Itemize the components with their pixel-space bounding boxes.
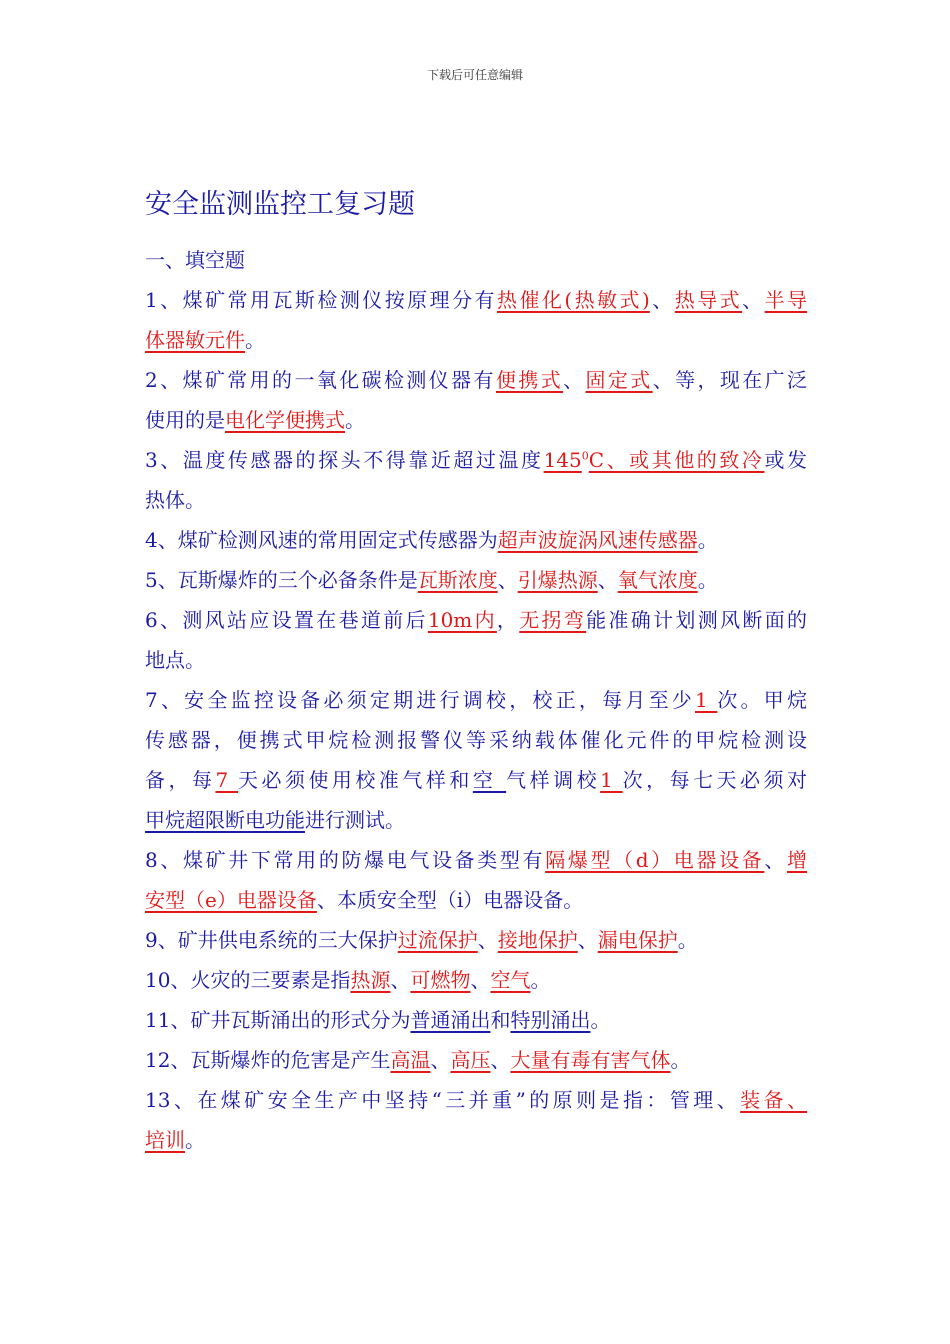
section-heading: [145, 240, 807, 280]
question-text: 或发: [764, 448, 807, 472]
answer-text: 接地保护: [497, 928, 578, 952]
question-text: 进行测试。: [305, 808, 405, 832]
question-text: 6、测风站应设置在巷道前后: [145, 608, 428, 632]
question-text: 。: [670, 1048, 691, 1072]
answer-text: 瓦斯浓度: [417, 568, 498, 592]
text-line: [145, 600, 807, 640]
answer-text: 装备、: [740, 1088, 808, 1112]
answer-text: 电化学便携式: [225, 408, 345, 432]
answer-text: 热导式: [674, 288, 743, 312]
question-text: 、: [497, 568, 518, 592]
question-text: 、: [490, 1048, 511, 1072]
question-text: 。: [245, 328, 265, 352]
answer-text: 普通涌出: [410, 1008, 491, 1032]
question-text: 传感器，便携式甲烷检测报警仪等采纳载体催化元件的甲烷检测设: [145, 728, 807, 752]
question-text: 2、煤矿常用的一氧化碳检测仪器有: [145, 368, 496, 392]
text-line: [145, 280, 807, 320]
answer-text: 145: [543, 448, 582, 472]
text-line: [145, 1080, 807, 1120]
answer-text: 高温: [390, 1048, 431, 1072]
question-text: 。: [185, 1128, 205, 1152]
text-line: [145, 480, 807, 520]
question-text: 、: [649, 288, 675, 312]
question-text: 一、填空题: [145, 248, 245, 272]
question-text: 7、安全监控设备必须定期进行调校，校正，每月至少: [145, 688, 696, 712]
question-text: 次。甲烷: [717, 688, 807, 712]
answer-text: 7: [215, 768, 239, 792]
question-text: 4、煤矿检测风速的常用固定式传感器为: [145, 528, 498, 552]
answer-text: 空气: [490, 968, 531, 992]
text-line: [145, 720, 807, 760]
question-text: 次，每七天必须对: [622, 768, 808, 792]
text-line: [145, 680, 807, 720]
question-text: 和: [490, 1008, 511, 1032]
text-line: [145, 800, 807, 840]
answer-text: 培训: [145, 1128, 185, 1152]
text-line: [145, 920, 807, 960]
question-text: 。: [697, 568, 718, 592]
answer-text: 便携式: [495, 368, 564, 392]
question-text: 11、矿井瓦斯涌出的形式分为: [145, 1008, 411, 1032]
text-line: [145, 440, 807, 480]
question-text: 5、瓦斯爆炸的三个必备条件是: [145, 568, 418, 592]
question-text: 、: [563, 368, 586, 392]
question-text: 3、温度传感器的探头不得靠近超过温度: [145, 448, 544, 472]
question-text: 。: [590, 1008, 611, 1032]
question-text: 使用的是: [145, 408, 225, 432]
question-text: 热体。: [145, 488, 205, 512]
text-line: [145, 760, 807, 800]
question-text: ，: [496, 608, 520, 632]
question-text: 、: [470, 968, 491, 992]
question-text: 8、煤矿井下常用的防爆电气设备类型有: [145, 848, 546, 872]
text-line: [145, 840, 807, 880]
question-text: 9、矿井供电系统的三大保护: [145, 928, 398, 952]
text-line: [145, 1120, 807, 1160]
text-line: [145, 400, 807, 440]
answer-text: 空: [472, 768, 507, 792]
question-text: 、: [597, 568, 618, 592]
question-text: 天必须使用校准气样和: [238, 768, 473, 792]
question-text: 、本质安全型（i）电器设备。: [316, 888, 584, 912]
text-line: [145, 320, 807, 360]
answer-text: 热催化(热敏式): [497, 288, 650, 312]
page-header: 下载后可任意编辑: [426, 68, 523, 82]
question-text: 气样调校: [506, 768, 601, 792]
text-line: [145, 560, 807, 600]
answer-text: 1: [695, 688, 718, 712]
answer-text: 高压: [450, 1048, 491, 1072]
text-line: [145, 1040, 807, 1080]
question-text: 。: [677, 928, 698, 952]
answer-text: 增: [787, 848, 807, 872]
answer-text: 引爆热源: [517, 568, 598, 592]
text-line: [145, 1000, 807, 1040]
answer-text: 大量有毒有害气体: [510, 1048, 671, 1072]
question-text: 、: [390, 968, 411, 992]
document-title: 安全监测监控工复习题: [145, 189, 415, 220]
text-line: [145, 360, 807, 400]
question-text: 。: [697, 528, 718, 552]
question-text: 、: [764, 848, 787, 872]
answer-text: 过流保护: [397, 928, 478, 952]
answer-text: 特别涌出: [510, 1008, 591, 1032]
answer-text: 安型（e）电器设备: [145, 888, 317, 912]
question-text: 13、在煤矿安全生产中坚持“三并重”的原则是指：管理、: [145, 1088, 741, 1112]
text-line: [145, 520, 807, 560]
text-line: [145, 880, 807, 920]
answer-text: 氧气浓度: [617, 568, 698, 592]
question-text: 、: [430, 1048, 451, 1072]
answer-text: 热源: [350, 968, 391, 992]
text-line: [145, 960, 807, 1000]
question-text: 。: [345, 408, 365, 432]
question-text: 1、煤矿常用瓦斯检测仪按原理分有: [145, 288, 498, 312]
answer-text: 漏电保护: [597, 928, 678, 952]
answer-text: 1: [600, 768, 623, 792]
question-text: 备，每: [145, 768, 216, 792]
question-text: 。: [530, 968, 551, 992]
question-text: 、等，现在广泛: [652, 368, 808, 392]
text-line: [145, 640, 807, 680]
question-text: 地点。: [145, 648, 205, 672]
answer-text: 超声波旋涡风速传感器: [497, 528, 698, 552]
answer-text: 固定式: [585, 368, 653, 392]
answer-text: 10m内: [427, 608, 497, 632]
question-text: 、: [477, 928, 498, 952]
answer-text: C、或其他的致冷: [588, 448, 765, 472]
answer-text: 0: [581, 449, 589, 463]
answer-text: 隔爆型（d）电器设备: [545, 848, 765, 872]
question-list: [145, 240, 807, 1160]
question-text: 、: [577, 928, 598, 952]
answer-text: 无拐弯: [519, 608, 587, 632]
question-text: 、: [742, 288, 765, 312]
question-text: 能准确计划测风断面的: [586, 608, 808, 632]
answer-text: 可燃物: [410, 968, 471, 992]
answer-text: 甲烷超限断电功能: [145, 808, 305, 832]
answer-text: 半导: [764, 288, 808, 312]
answer-text: 体器敏元件: [145, 328, 245, 352]
question-text: 10、火灾的三要素是指: [145, 968, 351, 992]
question-text: 12、瓦斯爆炸的危害是产生: [145, 1048, 391, 1072]
